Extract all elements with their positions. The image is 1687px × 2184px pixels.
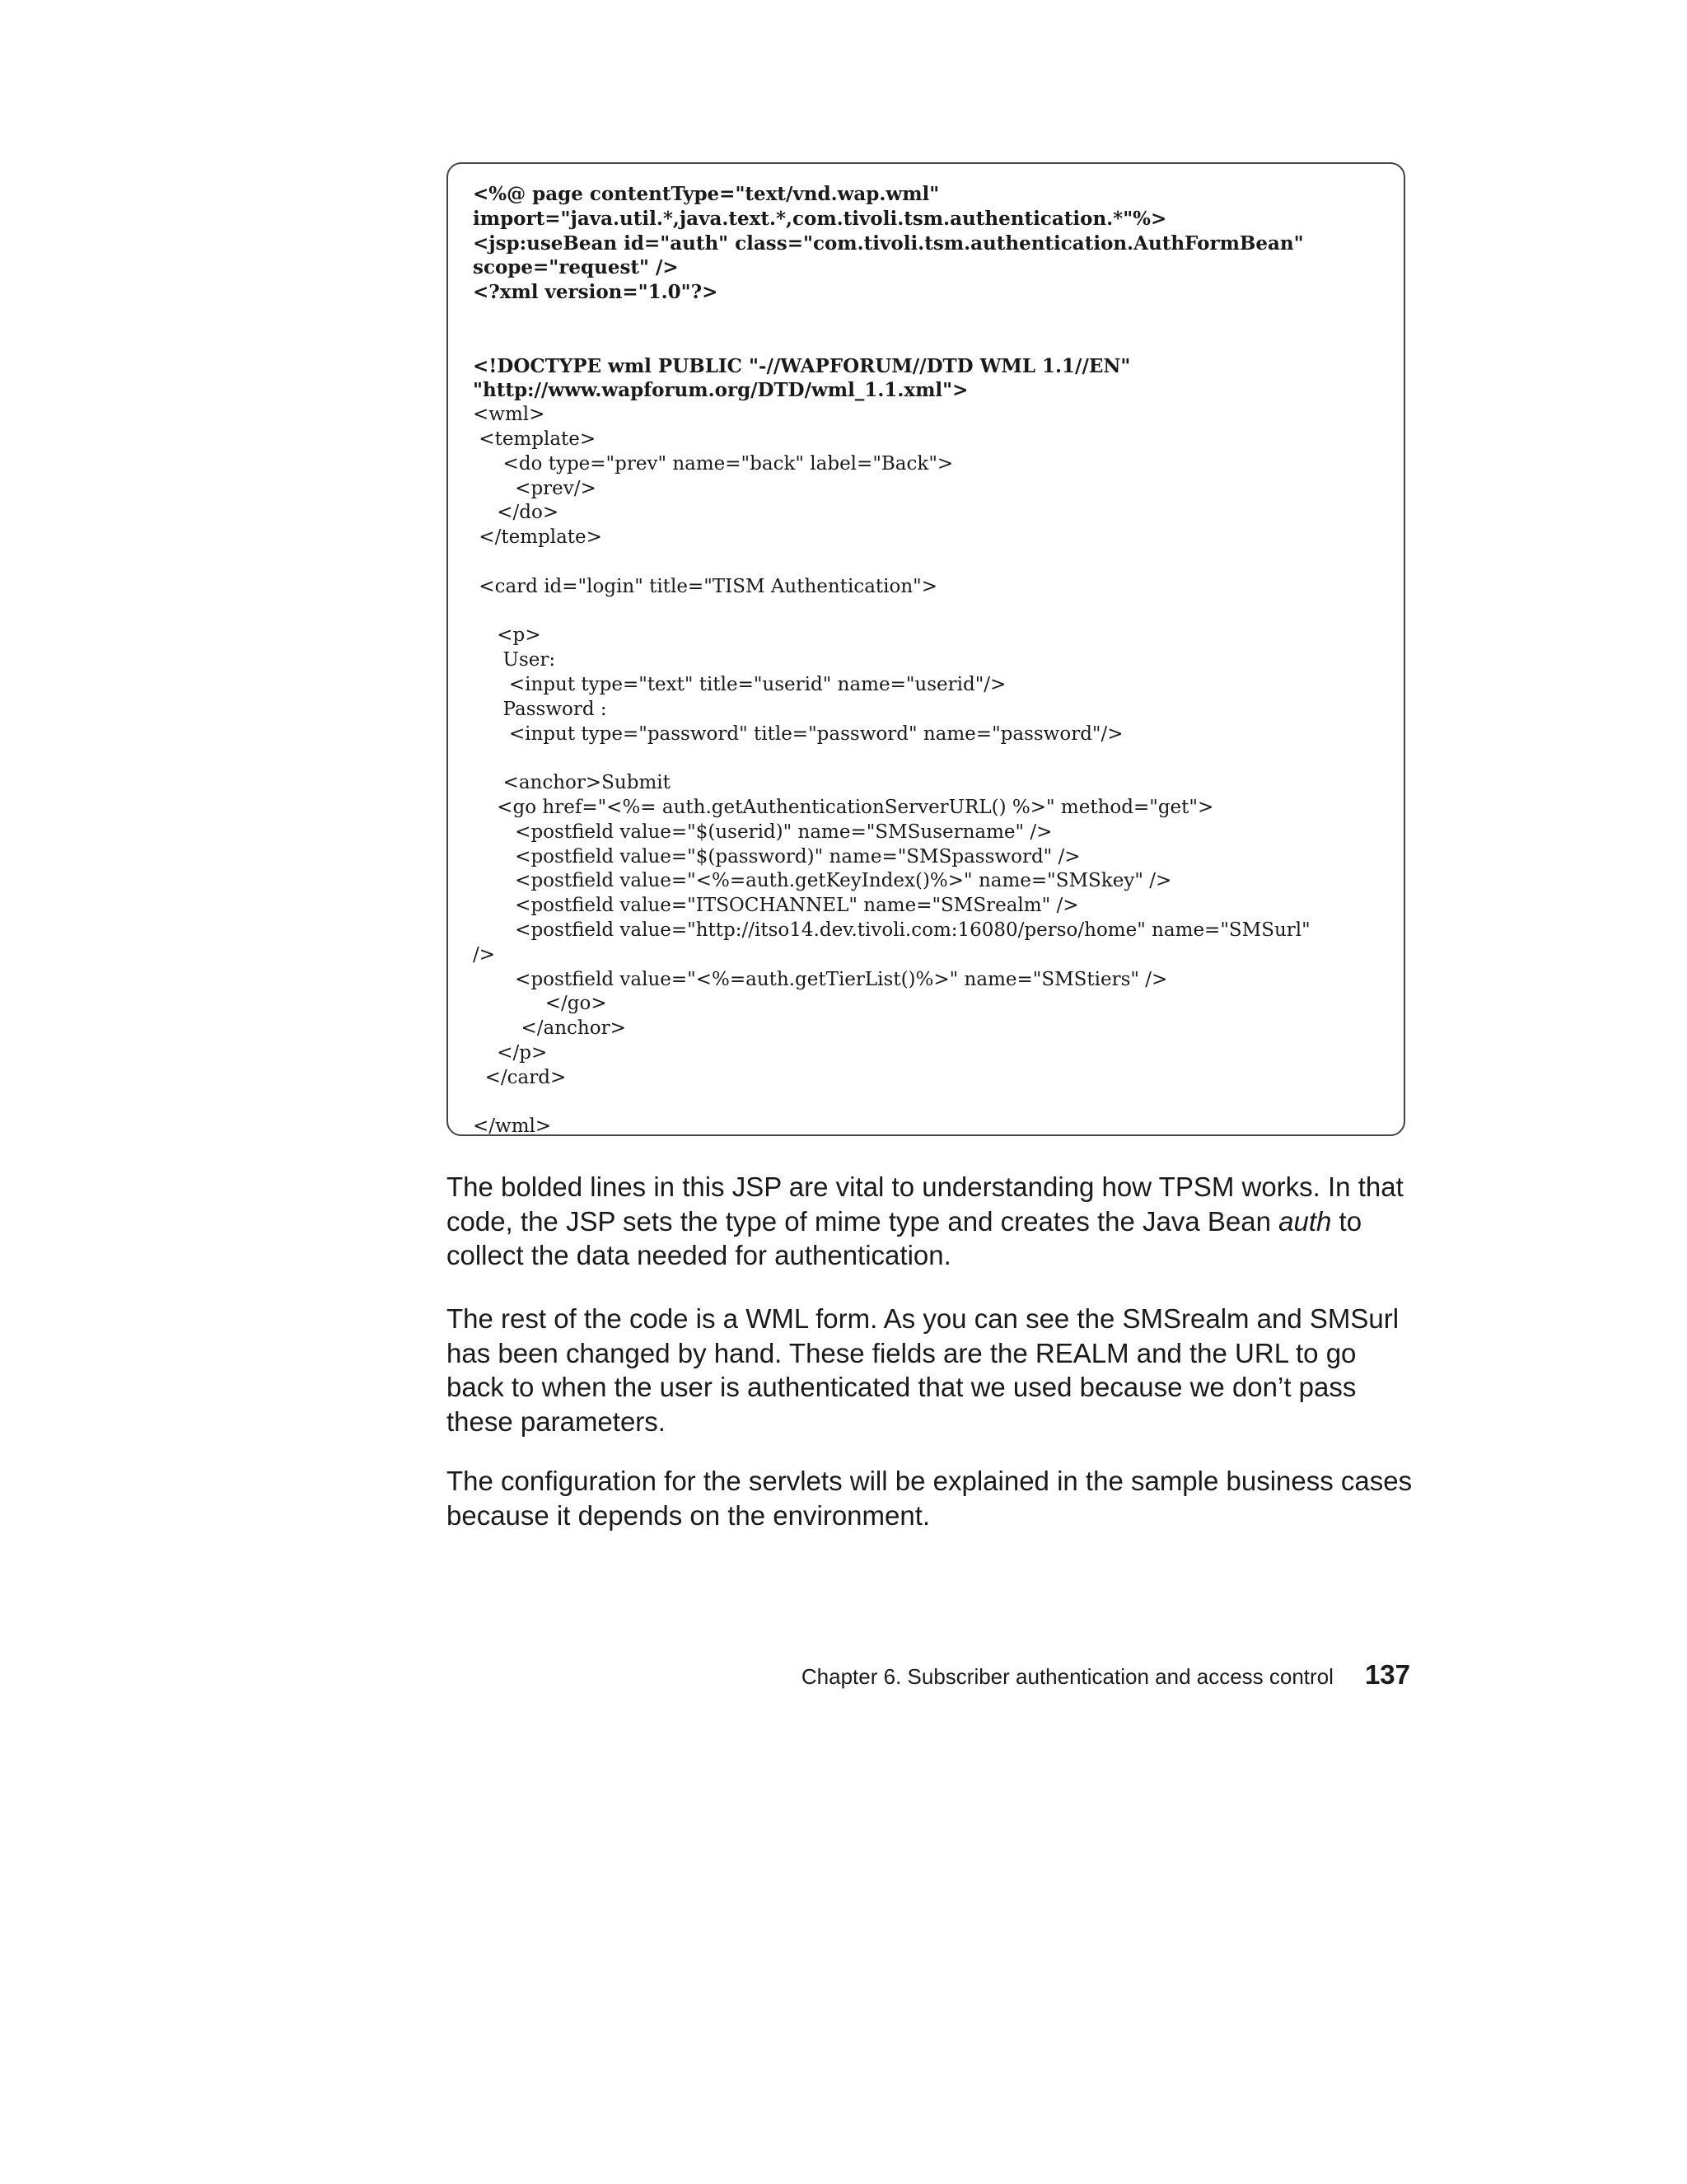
code-line: <wml> [473, 404, 545, 426]
code-line: <?xml version="1.0"?> [473, 281, 718, 304]
code-line: </anchor> [473, 1017, 626, 1040]
code-line: <p> [473, 624, 541, 647]
code-line: <go href="<%= auth.getAuthenticationServerURL() %>" method="get"> [473, 796, 1214, 818]
code-line: <do type="prev" name="back" label="Back"> [473, 452, 954, 475]
code-line: "http://www.wapforum.org/DTD/wml_1.1.xml"> [473, 379, 969, 402]
code-line [473, 330, 1311, 354]
code-line: User: [473, 649, 556, 671]
page-footer [801, 1659, 1410, 1691]
java-bean-name: auth [1278, 1205, 1332, 1237]
code-line: <input type="text" title="userid" name="userid"/> [473, 673, 1007, 695]
code-line: <jsp:useBean id="auth" class="com.tivoli.tsm.authentication.AuthFormBean" [473, 231, 1304, 255]
code-line: <postfield value="$(userid)" name="SMSusername" /> [473, 821, 1053, 843]
code-line: <input type="password" title="password" name="password"/> [473, 723, 1124, 745]
code-line: </wml> [473, 1115, 552, 1138]
code-line: <prev/> [473, 477, 596, 499]
code-line: </go> [473, 993, 607, 1015]
code-line: Password : [473, 698, 607, 720]
code-line: <card id="login" title="TISM Authentication"> [473, 575, 938, 597]
paragraph-text: The bolded lines in this JSP are vital to understanding how TPSM works. In that code, the JSP sets the type of mime type and creates the Java Bean [446, 1172, 1404, 1237]
code-line [473, 600, 1311, 624]
code-line: </template> [473, 526, 602, 549]
code-line: <postfield value="$(password)" name="SMSpassword" /> [473, 845, 1081, 868]
code-line: <postfield value="ITSOCHANNEL" name="SMSrealm" /> [473, 895, 1079, 917]
code-line: <anchor>Submit [473, 772, 671, 794]
code-line: <%@ page contentType="text/vnd.wap.wml" [473, 183, 940, 205]
code-line: <postfield value="<%=auth.getKeyIndex()%>" name="SMSkey" /> [473, 870, 1172, 892]
chapter-title: Chapter 6. Subscriber authentication and access control [801, 1664, 1334, 1689]
code-line [473, 746, 1311, 771]
paragraph-text: to collect the data needed for authentication. [446, 1205, 1362, 1270]
code-line: <template> [473, 428, 596, 450]
code-line: </do> [473, 502, 559, 524]
code-line [473, 1090, 1311, 1115]
code-line: <postfield value="<%=auth.getTierList()%>" name="SMStiers" /> [473, 968, 1168, 990]
code-line: import="java.util.*,java.text.*,com.tivoli.tsm.authentication.*"%> [473, 207, 1167, 230]
code-line: <postfield value="http://itso14.dev.tivoli.com:16080/perso/home" name="SMSurl" [473, 919, 1311, 941]
code-line [473, 550, 1311, 575]
code-listing-box [446, 162, 1405, 1136]
page-number: 137 [1364, 1659, 1410, 1690]
paragraph-bolded-lines [446, 1170, 1414, 1273]
code-line: /> [473, 943, 496, 966]
code-line [473, 305, 1311, 330]
code-line: </p> [473, 1041, 548, 1064]
code-line: scope="request" /> [473, 256, 679, 279]
code-line: <!DOCTYPE wml PUBLIC "-//WAPFORUM//DTD WML 1.1//EN" [473, 354, 1131, 377]
paragraph-wml-form: The rest of the code is a WML form. As you can see the SMSrealm and SMSurl has been changed by hand. These fields are the REALM and the URL to go back to when the user is authenticated that we used because we don’t pass these parameters. [446, 1303, 1400, 1437]
paragraph-servlet-config: The configuration for the servlets will be explained in the sample business cases because it depends on the environment. [446, 1466, 1413, 1531]
code-listing [473, 182, 1311, 1139]
code-line: </card> [473, 1066, 567, 1088]
